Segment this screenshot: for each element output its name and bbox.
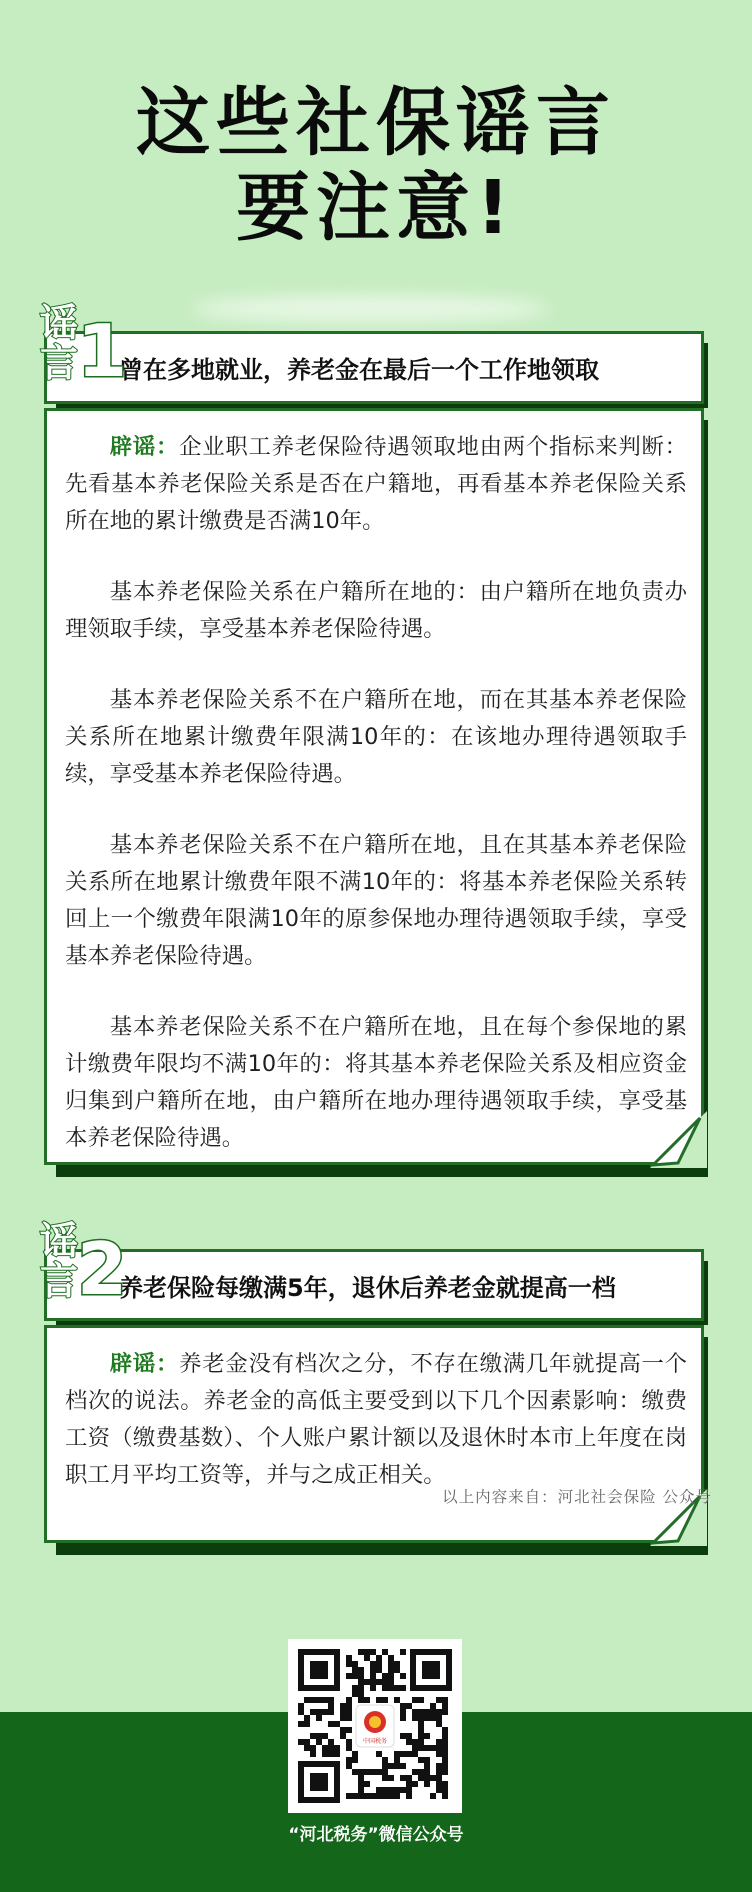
page-title-line2: 要注意! [236, 165, 516, 251]
decorative-glow [190, 296, 550, 322]
debunk-paragraph: 基本养老保险关系不在户籍所在地，且在其基本养老保险关系所在地累计缴费年限不满10年的：将基本养老保险关系转回上一个缴费年限满10年的原参保地办理待遇领取手续，享受基本养老保险待遇。 [65, 832, 687, 969]
qr-code [288, 1639, 462, 1813]
qr-caption: “河北税务”微信公众号 [288, 1825, 464, 1845]
debunk-paragraph: 基本养老保险关系在户籍所在地的：由户籍所在地负责办理领取手续，享受基本养老保险待遇。 [65, 579, 687, 642]
debunk-label: 辟谣： [109, 1351, 180, 1377]
debunk-paragraph [65, 429, 687, 540]
badge-word-top: 谣 [39, 301, 78, 345]
qr-finder-top-right [410, 1649, 452, 1691]
page-fold-corner [650, 1111, 710, 1171]
qr-logo-text: 中国税务 [362, 1738, 388, 1745]
debunk-body [44, 1325, 704, 1543]
badge-word-top: 谣 [39, 1219, 78, 1263]
debunk-text: 养老金没有档次之分，不存在缴满几年就提高一个档次的说法。养老金的高低主要受到以下几个因素影响：缴费工资（缴费基数）、个人账户累计额以及退休时本市上年度在岗职工月平均工资等，并与之成正相关。 [65, 1351, 688, 1488]
badge-word-bottom: 言 [39, 341, 78, 385]
badge-word-bottom: 言 [39, 1259, 78, 1303]
debunk-paragraph: 基本养老保险关系不在户籍所在地，而在其基本养老保险关系所在地累计缴费年限满10年的：在该地办理待遇领取手续，享受基本养老保险待遇。 [65, 687, 687, 787]
qr-center-logo [356, 1705, 394, 1747]
debunk-body [44, 408, 704, 1165]
qr-code-image [288, 1639, 462, 1813]
qr-finder-top-left [298, 1649, 340, 1691]
qr-finder-bottom-left [298, 1761, 340, 1803]
rumor-heading-box [44, 1249, 704, 1321]
rumor-heading: 养老保险每缴满5年，退休后养老金就提高一档 [119, 1273, 616, 1302]
page-title-line1: 这些社保谣言 [136, 80, 616, 166]
debunk-paragraph [65, 1346, 687, 1494]
rumor-heading: 曾在多地就业，养老金在最后一个工作地领取 [119, 356, 599, 384]
rumor-badge-1 [37, 303, 137, 403]
debunk-text: 企业职工养老保险待遇领取地由两个指标来判断：先看基本养老保险关系是否在户籍地，再看基本养老保险关系所在地的累计缴费是否满10年。 [65, 434, 688, 534]
badge-number: 2 [77, 1227, 128, 1311]
debunk-paragraph: 基本养老保险关系不在户籍所在地，且在每个参保地的累计缴费年限均不满10年的：将其基本养老保险关系及相应资金归集到户籍所在地，由户籍所在地办理待遇领取手续，享受基本养老保险待遇。 [65, 1014, 687, 1151]
rumor-badge-2 [37, 1221, 137, 1321]
source-note: 以上内容来自：河北社会保险 公众号 [442, 1488, 712, 1506]
debunk-label: 辟谣： [109, 434, 180, 460]
rumor-heading-box [44, 331, 704, 404]
badge-number: 1 [77, 309, 128, 393]
